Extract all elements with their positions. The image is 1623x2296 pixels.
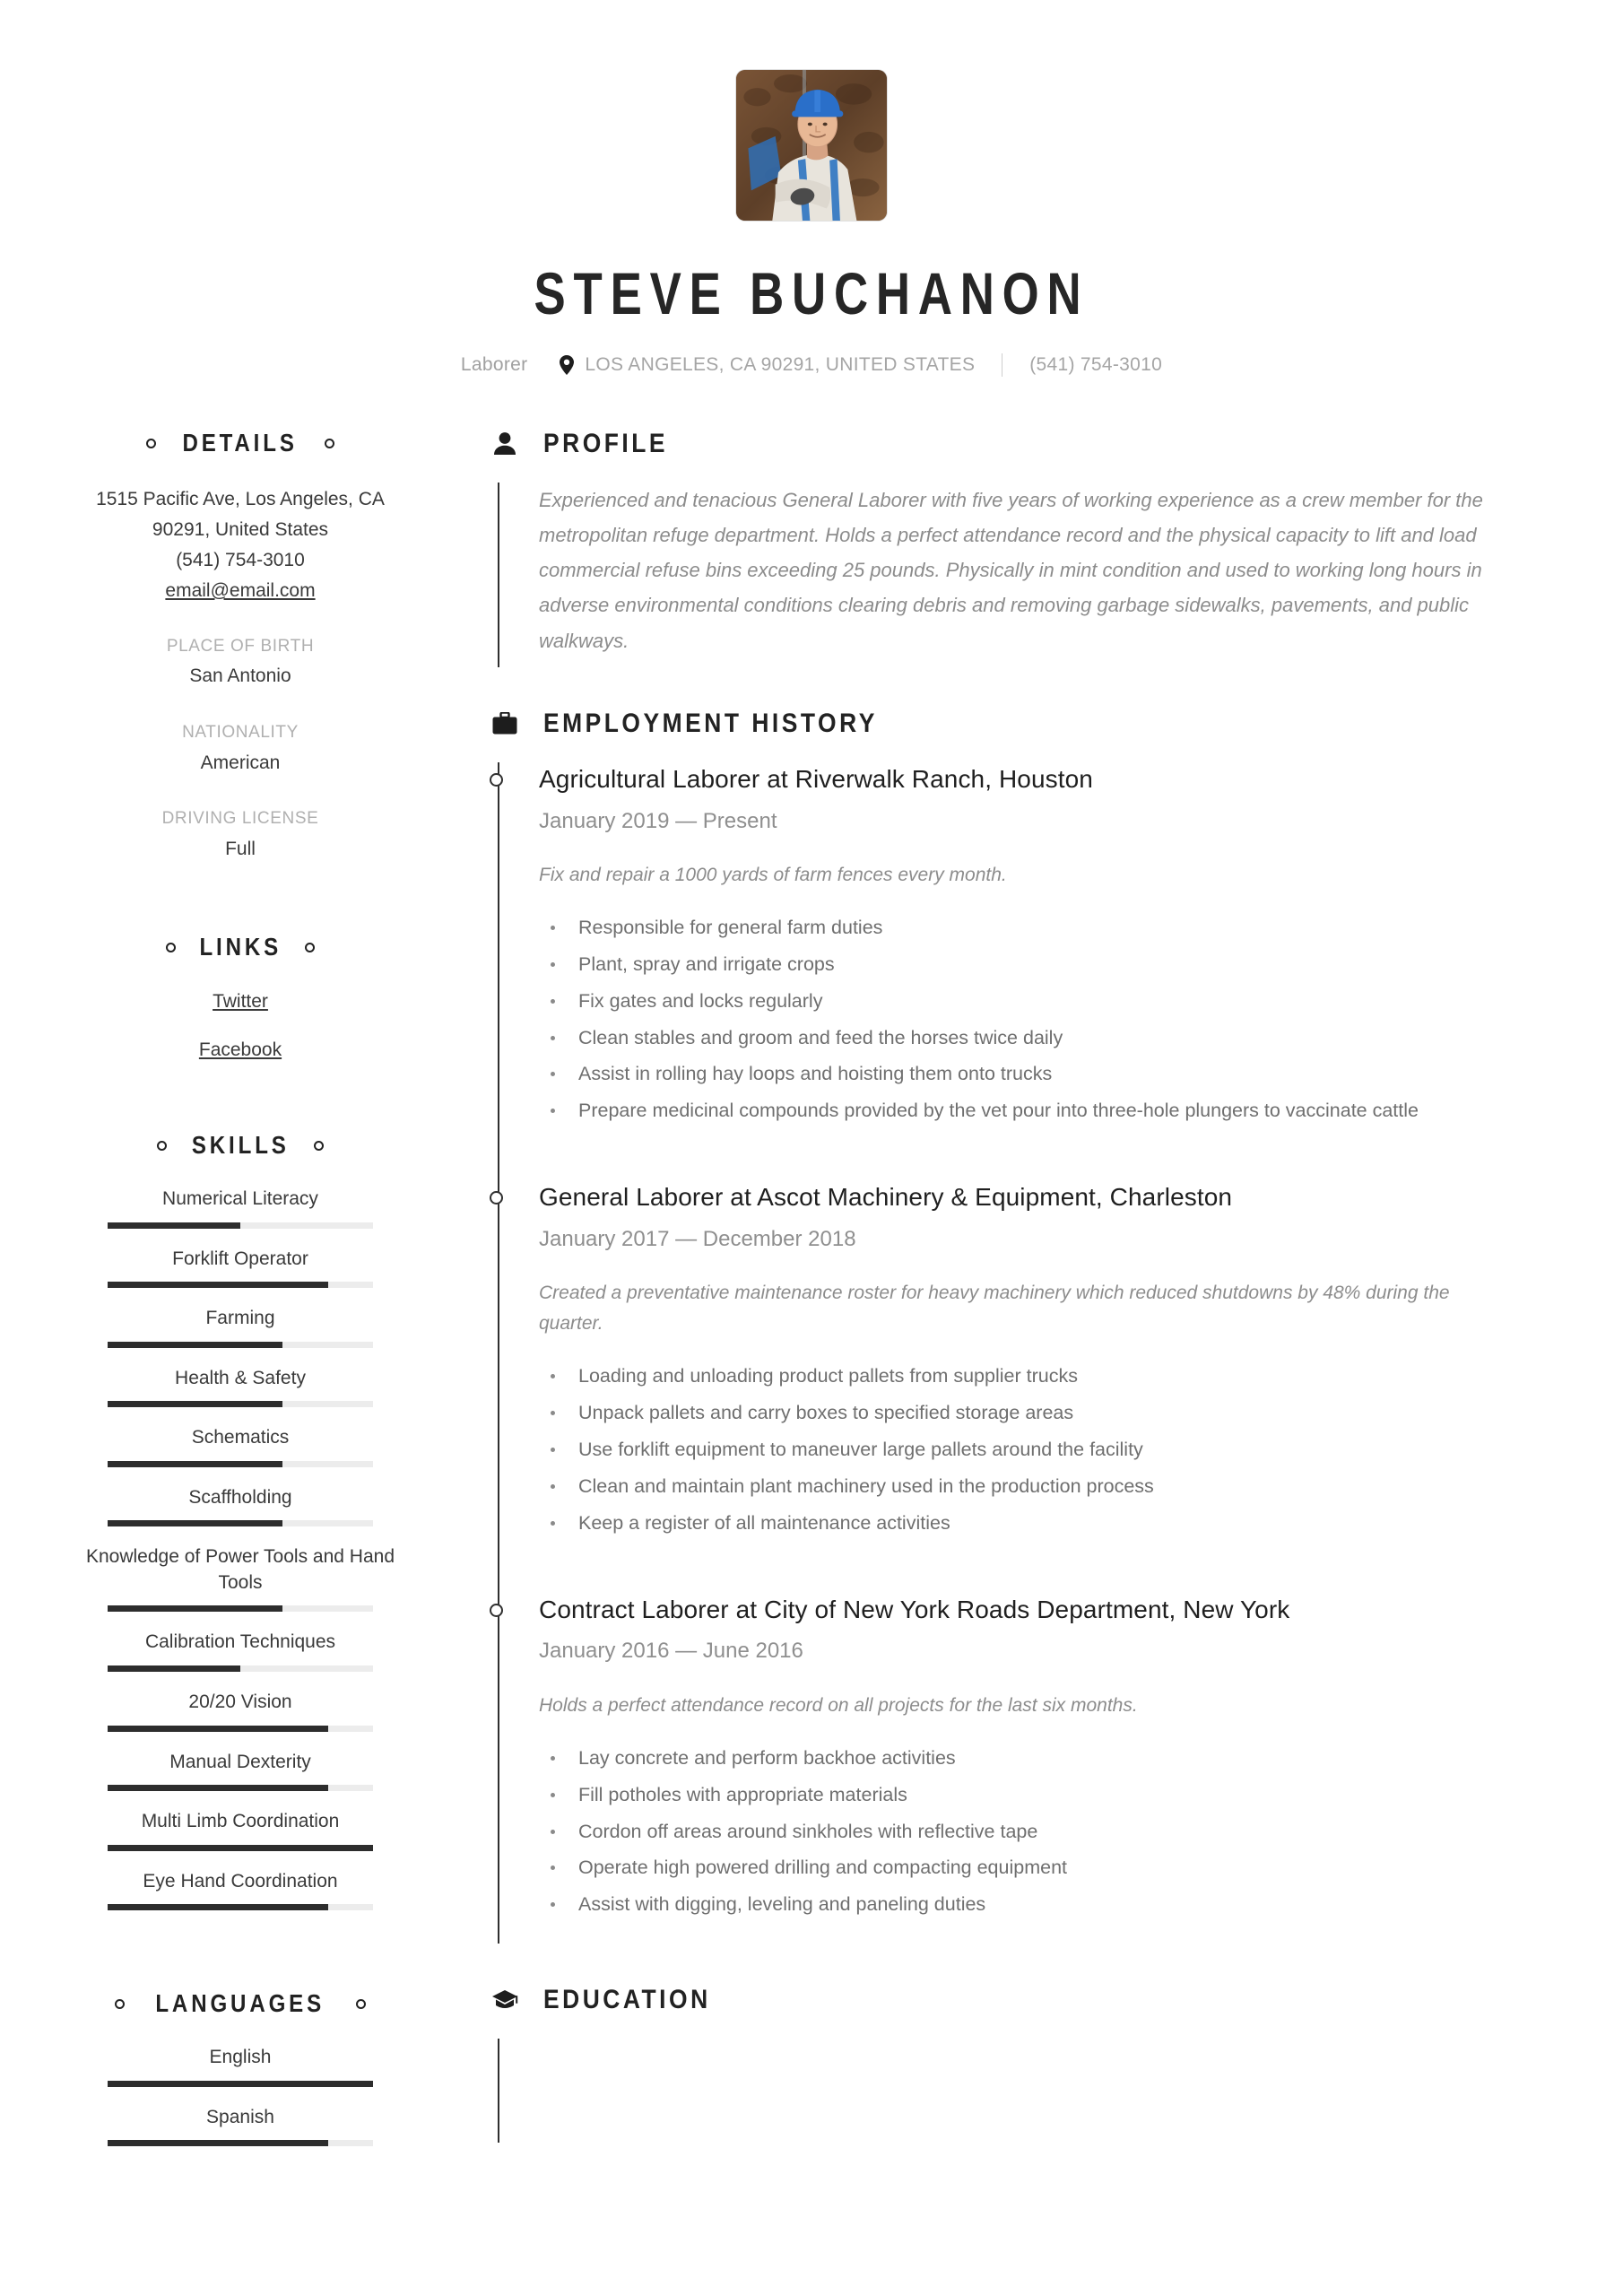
skill-meter-fill xyxy=(108,1726,328,1732)
employment-entry xyxy=(539,762,1553,1180)
sidebar-section-skills xyxy=(70,1131,411,1910)
skill-item xyxy=(70,1544,411,1612)
skill-label: Knowledge of Power Tools and Hand Tools xyxy=(85,1546,395,1593)
employment-bullet: Assist with digging, leveling and paneling duties xyxy=(539,1891,1489,1919)
field-label-nationality: NATIONALITY xyxy=(182,723,299,743)
employment-bullet: Plant, spray and irrigate crops xyxy=(539,951,1489,979)
ring-right-icon xyxy=(356,1999,366,2009)
field-label-driving-license: DRIVING LICENSE xyxy=(161,809,319,829)
employment-entry xyxy=(539,1593,1553,1944)
skill-item xyxy=(70,1630,411,1672)
employment-bullet-list xyxy=(539,1362,1553,1537)
ring-right-icon xyxy=(325,439,334,448)
skill-meter-track xyxy=(108,1845,373,1851)
link-twitter[interactable]: Twitter xyxy=(213,991,268,1013)
language-meter-fill xyxy=(108,2140,328,2146)
timeline-dot-icon xyxy=(490,1191,503,1205)
ring-left-icon xyxy=(146,439,156,448)
field-value-place-of-birth: San Antonio xyxy=(189,665,291,687)
skill-item xyxy=(70,1306,411,1348)
employment-title: Agricultural Laborer at Riverwalk Ranch, Houston xyxy=(539,764,1093,793)
employment-bullet-list xyxy=(539,914,1553,1126)
sidebar-phone: (541) 754-3010 xyxy=(176,550,305,571)
skill-meter-fill xyxy=(108,1461,282,1467)
link-facebook[interactable]: Facebook xyxy=(198,1039,282,1060)
skill-meter-fill xyxy=(108,1282,328,1288)
language-label: English xyxy=(209,2047,272,2068)
map-pin-icon xyxy=(560,355,574,375)
employment-bullet: Use forklift equipment to maneuver large pallets around the facility xyxy=(539,1436,1489,1465)
employment-bullet: Clean stables and groom and feed the horses twice daily xyxy=(539,1024,1489,1053)
skills-list xyxy=(70,1187,411,1910)
employment-description: Holds a perfect attendance record on all projects for the last six months. xyxy=(539,1694,1138,1716)
timeline-dot-icon xyxy=(490,773,503,787)
skill-meter-track xyxy=(108,1461,373,1467)
skill-meter-fill xyxy=(108,1605,282,1612)
languages-heading-label: LANGUAGES xyxy=(155,1989,325,2018)
skill-item xyxy=(70,1425,411,1467)
skill-item xyxy=(70,1247,411,1289)
employment-rail xyxy=(498,762,1553,1944)
resume-body xyxy=(0,429,1623,2184)
employment-description: Fix and repair a 1000 yards of farm fences every month. xyxy=(539,865,1007,886)
language-item xyxy=(70,2045,411,2087)
language-label: Spanish xyxy=(206,2106,274,2127)
skill-label: Multi Limb Coordination xyxy=(141,1811,340,1832)
contact-phone: (541) 754-3010 xyxy=(1029,354,1163,375)
skill-label: 20/20 Vision xyxy=(188,1692,292,1712)
skill-meter-fill xyxy=(108,1665,240,1672)
portrait-photo-icon xyxy=(736,70,887,221)
employment-heading xyxy=(490,709,1553,739)
profile-text: Experienced and tenacious General Laborer with five years of working experience as a crew member for the metropolitan refuge department. Holds a perfect attendance record and the physical capacity to lift and load commercial refuse bins exceeding 25 pounds. Physically in mint condition and used to working long hours in adverse environmental conditions clearing debris and removing garbage sidewalks, pavements, and public walkways. xyxy=(539,489,1483,652)
skill-item xyxy=(70,1869,411,1911)
field-value-nationality: American xyxy=(200,752,281,773)
skill-label: Calibration Techniques xyxy=(144,1631,336,1653)
avatar xyxy=(736,70,887,221)
employment-bullet-list xyxy=(539,1744,1553,1919)
person-icon xyxy=(490,429,520,459)
spacer xyxy=(70,872,411,933)
ring-left-icon xyxy=(157,1141,167,1151)
skill-meter-fill xyxy=(108,1904,328,1910)
links-list xyxy=(70,988,411,1063)
field-label-place-of-birth: PLACE OF BIRTH xyxy=(166,637,315,657)
job-role: Laborer xyxy=(460,354,528,375)
language-meter-track xyxy=(108,2081,373,2087)
education-heading xyxy=(490,1985,1553,2015)
languages-heading xyxy=(70,1989,411,2018)
profile-heading xyxy=(490,429,1553,459)
employment-bullet: Responsible for general farm duties xyxy=(539,914,1489,943)
employment-dates: January 2016 — June 2016 xyxy=(539,1639,803,1664)
language-item xyxy=(70,2105,411,2147)
skill-item xyxy=(70,1366,411,1408)
skill-item xyxy=(70,1187,411,1229)
ring-right-icon xyxy=(305,943,315,952)
skill-item xyxy=(70,1750,411,1792)
profile-rail xyxy=(498,483,1553,667)
contact-line xyxy=(0,353,1623,377)
skill-meter-fill xyxy=(108,1401,282,1407)
ring-right-icon xyxy=(314,1141,324,1151)
briefcase-icon xyxy=(490,709,520,739)
main-content xyxy=(447,429,1553,2184)
language-meter-fill xyxy=(108,2081,373,2087)
skill-item xyxy=(70,1485,411,1527)
ring-left-icon xyxy=(166,943,176,952)
graduation-cap-icon xyxy=(490,1985,520,2015)
resume-header xyxy=(0,0,1623,377)
skill-meter-fill xyxy=(108,1785,328,1791)
skill-meter-track xyxy=(108,1665,373,1672)
employment-bullet: Loading and unloading product pallets from supplier trucks xyxy=(539,1362,1489,1391)
employment-bullet: Prepare medicinal compounds provided by the vet pour into three-hole plungers to vaccinate cattle xyxy=(539,1097,1489,1126)
skill-label: Scaffholding xyxy=(188,1486,292,1508)
address-line-1: 1515 Pacific Ave, Los Angeles, CA xyxy=(96,489,385,509)
address-line-2: 90291, United States xyxy=(152,519,329,541)
skill-meter-track xyxy=(108,1222,373,1229)
skill-label: Health & Safety xyxy=(175,1367,306,1388)
section-profile xyxy=(490,429,1553,667)
employment-heading-label: EMPLOYMENT HISTORY xyxy=(543,708,878,738)
employment-bullet: Unpack pallets and carry boxes to specified storage areas xyxy=(539,1399,1489,1428)
skill-label: Forklift Operator xyxy=(172,1248,308,1269)
links-heading-label: LINKS xyxy=(199,933,282,961)
skill-meter-fill xyxy=(108,1520,282,1526)
spacer xyxy=(70,1084,411,1131)
employment-bullet: Cordon off areas around sinkholes with reflective tape xyxy=(539,1818,1489,1847)
sidebar xyxy=(70,429,447,2164)
skill-label: Schematics xyxy=(191,1427,290,1448)
employment-dates: January 2017 — December 2018 xyxy=(539,1226,856,1251)
skill-label: Numerical Literacy xyxy=(162,1188,318,1210)
employment-title: Contract Laborer at City of New York Roads Department, New York xyxy=(539,1595,1290,1623)
skill-meter-fill xyxy=(108,1222,240,1229)
languages-list xyxy=(70,2045,411,2146)
employment-bullet: Clean and maintain plant machinery used in the production process xyxy=(539,1473,1489,1501)
sidebar-section-languages xyxy=(70,1989,411,2146)
employment-bullet: Operate high powered drilling and compacting equipment xyxy=(539,1854,1489,1883)
skill-label: Eye Hand Coordination xyxy=(143,1870,338,1892)
employment-bullet: Keep a register of all maintenance activities xyxy=(539,1509,1489,1538)
education-heading-label: EDUCATION xyxy=(543,1985,711,2015)
employment-description: Created a preventative maintenance roster for heavy machinery which reduced shutdowns by 48% during the quarter. xyxy=(539,1283,1450,1335)
details-heading xyxy=(70,429,411,457)
contact-location: LOS ANGELES, CA 90291, UNITED STATES xyxy=(585,354,976,375)
section-education xyxy=(490,1985,1553,2143)
skill-meter-track xyxy=(108,1904,373,1910)
profile-heading-label: PROFILE xyxy=(543,429,669,458)
employment-dates: January 2019 — Present xyxy=(539,808,777,833)
timeline-dot-icon xyxy=(490,1604,503,1617)
skill-meter-track xyxy=(108,1342,373,1348)
employment-bullet: Lay concrete and perform backhoe activities xyxy=(539,1744,1489,1773)
skill-label: Farming xyxy=(205,1308,275,1329)
education-rail xyxy=(498,2039,1553,2143)
skill-meter-track xyxy=(108,1785,373,1791)
links-heading xyxy=(70,933,411,961)
skill-meter-fill xyxy=(108,1845,373,1851)
employment-bullet: Fill potholes with appropriate materials xyxy=(539,1781,1489,1810)
sidebar-section-links xyxy=(70,933,411,1063)
email-link[interactable]: email@email.com xyxy=(165,580,316,602)
skill-meter-track xyxy=(108,1605,373,1612)
page-title: STEVE BUCHANON xyxy=(534,260,1089,326)
skill-meter-track xyxy=(108,1401,373,1407)
skill-item xyxy=(70,1690,411,1732)
employment-bullet: Assist in rolling hay loops and hoisting them onto trucks xyxy=(539,1060,1489,1089)
employment-bullet: Fix gates and locks regularly xyxy=(539,987,1489,1016)
ring-left-icon xyxy=(115,1999,125,2009)
skill-meter-fill xyxy=(108,1342,282,1348)
details-heading-label: DETAILS xyxy=(182,429,299,457)
language-meter-track xyxy=(108,2140,373,2146)
field-value-driving-license: Full xyxy=(225,838,256,859)
skill-item xyxy=(70,1809,411,1851)
skill-meter-track xyxy=(108,1520,373,1526)
skill-meter-track xyxy=(108,1282,373,1288)
employment-entry xyxy=(539,1180,1553,1592)
skills-heading-label: SKILLS xyxy=(191,1131,290,1160)
skill-label: Manual Dexterity xyxy=(169,1751,311,1772)
sidebar-section-details xyxy=(70,429,411,865)
skills-heading xyxy=(70,1131,411,1160)
section-employment-history xyxy=(490,709,1553,1944)
skill-meter-track xyxy=(108,1726,373,1732)
spacer xyxy=(70,1928,411,1989)
employment-title: General Laborer at Ascot Machinery & Equipment, Charleston xyxy=(539,1183,1233,1212)
